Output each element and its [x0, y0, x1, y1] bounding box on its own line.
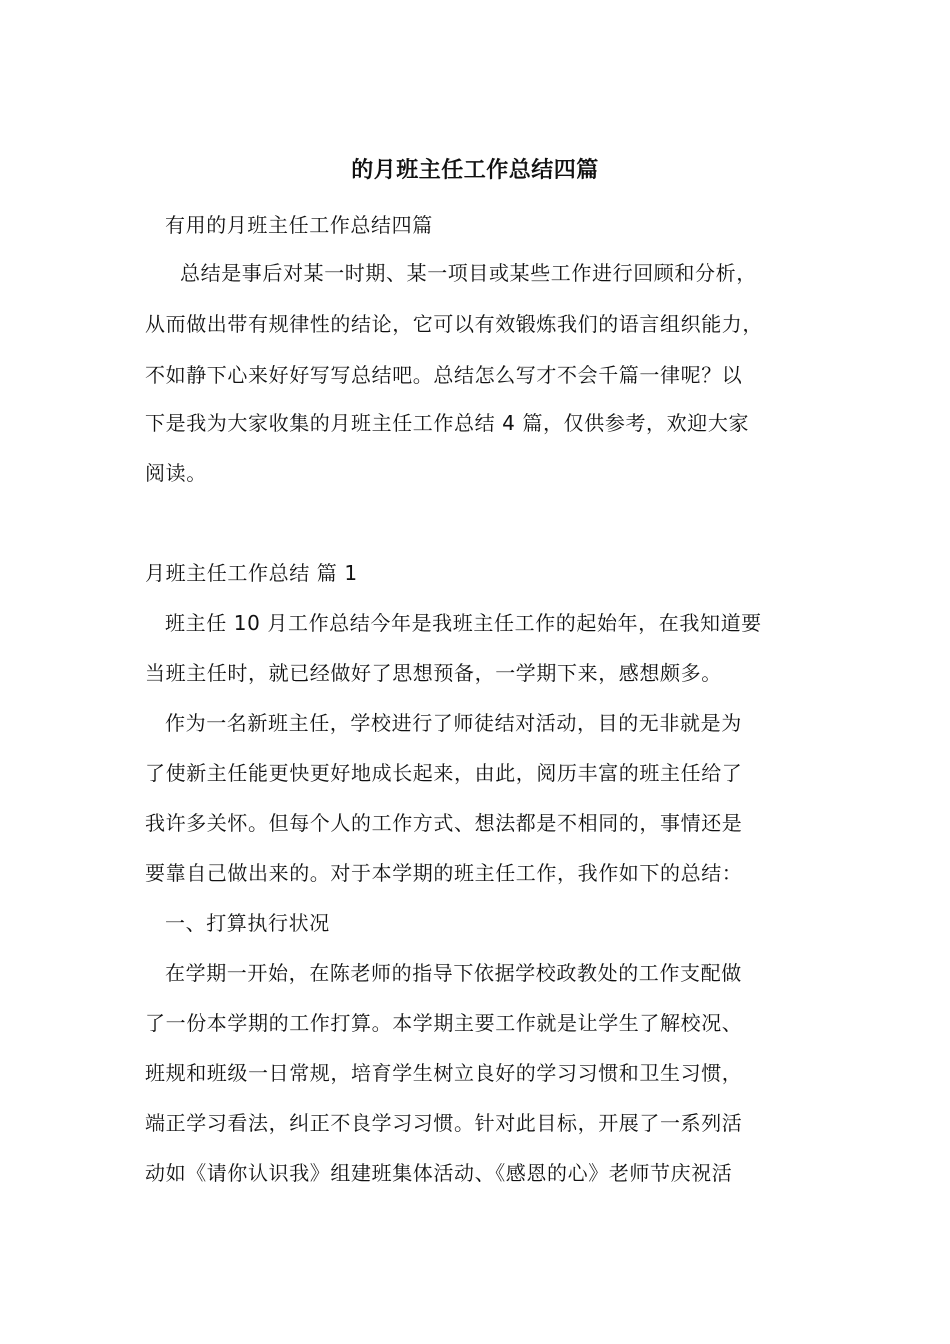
section-heading: 月班主任工作总结 篇 1 — [145, 561, 358, 585]
paragraph-line: 班主任 10 月工作总结今年是我班主任工作的起始年，在我知道要 — [165, 611, 762, 635]
document-title: 的月班主任工作总结四篇 — [351, 158, 599, 183]
paragraph-line: 作为一名新班主任，学校进行了师徒结对活动，目的无非就是为 — [165, 711, 742, 735]
paragraph-line: 了一份本学期的工作打算。本学期主要工作就是让学生了解校况、 — [145, 1011, 743, 1035]
paragraph-line: 了使新主任能更快更好地成长起来，由此，阅历丰富的班主任给了 — [145, 761, 743, 785]
subsection-heading: 一、打算执行状况 — [165, 911, 330, 935]
paragraph-line: 不如静下心来好好写写总结吧。总结怎么写才不会千篇一律呢？以 — [145, 363, 743, 387]
paragraph-line: 下是我为大家收集的月班主任工作总结 4 篇，仅供参考，欢迎大家 — [145, 411, 750, 435]
paragraph-line: 总结是事后对某一时期、某一项目或某些工作进行回顾和分析， — [180, 261, 757, 285]
paragraph-line: 当班主任时，就已经做好了思想预备，一学期下来，感想颇多。 — [145, 661, 722, 685]
paragraph-line: 端正学习看法，纠正不良学习习惯。针对此目标，开展了一系列活 — [145, 1111, 743, 1135]
subtitle-line: 有用的月班主任工作总结四篇 — [165, 213, 433, 237]
paragraph-line: 从而做出带有规律性的结论，它可以有效锻炼我们的语言组织能力， — [145, 312, 763, 336]
paragraph-line: 要靠自己做出来的。对于本学期的班主任工作，我作如下的总结： — [145, 861, 743, 885]
paragraph-line: 阅读。 — [145, 461, 207, 485]
paragraph-line: 动如《请你认识我》组建班集体活动、《感恩的心》老师节庆祝活 — [145, 1161, 733, 1185]
paragraph-line: 我许多关怀。但每个人的工作方式、想法都是不相同的，事情还是 — [145, 811, 743, 835]
paragraph-line: 在学期一开始，在陈老师的指导下依据学校政教处的工作支配做 — [165, 961, 742, 985]
paragraph-line: 班规和班级一日常规，培育学生树立良好的学习习惯和卫生习惯， — [145, 1061, 743, 1085]
